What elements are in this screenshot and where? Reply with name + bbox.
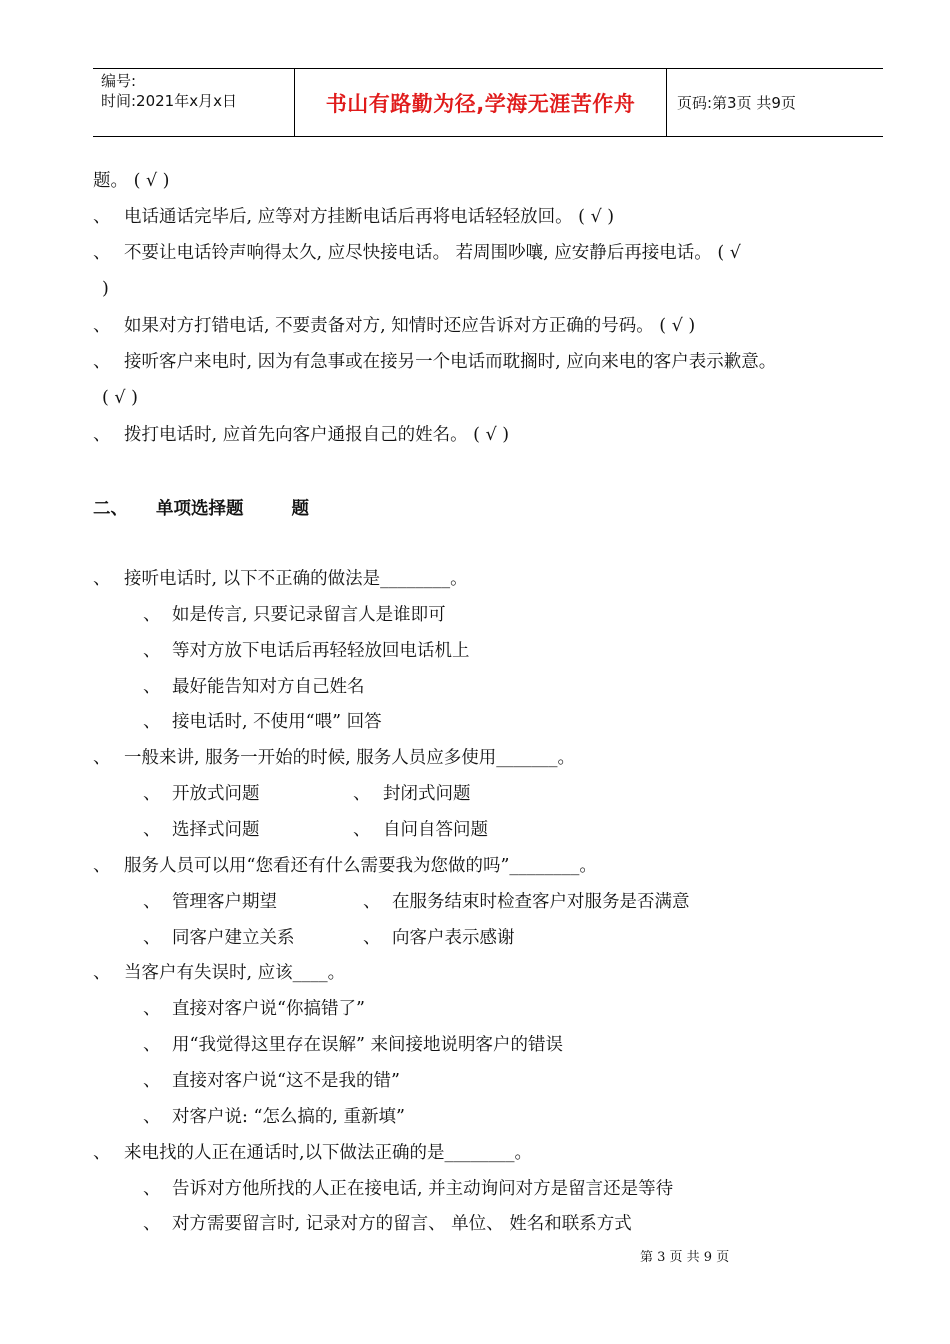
judgement-item-wrap: ( √ ) [102,388,138,408]
question-marker: 、 [93,963,111,983]
option-text: 同客户建立关系 [172,928,295,948]
option-marker: 、 [143,999,161,1019]
option-text: 如是传言, 只要记录留言人是谁即可 [172,605,446,625]
option-text: 直接对客户说“这不是我的错” [172,1071,400,1091]
option-marker: 、 [363,892,381,912]
question-stem: 服务人员可以用“您看还有什么需要我为您做的吗”________。 [124,856,597,876]
judgement-item: 接听客户来电时, 因为有急事或在接另一个电话而耽搁时, 应向来电的客户表示歉意。 [124,352,777,372]
header-meta-cell [93,69,295,136]
option-marker: 、 [143,1071,161,1091]
time-label: 时间:2021年x月x日 [101,92,237,110]
option-text: 封闭式问题 [383,784,471,804]
option-text: 在服务结束时检查客户对服务是否满意 [392,892,690,912]
judgement-marker: 、 [93,207,111,227]
question-marker: 、 [93,1143,111,1163]
option-marker: 、 [143,1214,161,1234]
option-marker: 、 [143,712,161,732]
option-marker: 、 [143,1035,161,1055]
option-text: 最好能告知对方自己姓名 [172,677,365,697]
question-marker: 、 [93,856,111,876]
option-text: 管理客户期望 [172,892,277,912]
judgement-item: 不要让电话铃声响得太久, 应尽快接电话。 若周围吵嚷, 应安静后再接电话。 ( √ [124,243,741,263]
question-stem: 一般来讲, 服务一开始的时候, 服务人员应多使用_______。 [124,748,575,768]
number-label: 编号: [101,72,137,90]
section-suffix: 题 [291,499,309,519]
option-text: 自问自答问题 [383,820,488,840]
option-text: 用“我觉得这里存在误解” 来间接地说明客户的错误 [172,1035,563,1055]
option-text: 直接对客户说“你搞错了” [172,999,365,1019]
motto: 书山有路勤为径,学海无涯苦作舟 [325,91,636,116]
continuation-line: 题。 ( √ ) [93,171,170,191]
judgement-marker: 、 [93,425,111,445]
section-number: 二、 [93,499,128,519]
option-marker: 、 [143,1107,161,1127]
page-header [93,68,883,137]
judgement-item-wrap: ) [102,279,109,299]
option-text: 向客户表示感谢 [392,928,515,948]
option-text: 开放式问题 [172,784,260,804]
judgement-item: 拨打电话时, 应首先向客户通报自己的姓名。 ( √ ) [124,425,510,445]
option-marker: 、 [363,928,381,948]
section-heading [93,495,309,520]
option-text: 等对方放下电话后再轻轻放回电话机上 [172,641,470,661]
header-motto-cell [295,69,667,136]
question-marker: 、 [93,569,111,589]
option-text: 对方需要留言时, 记录对方的留言、 单位、 姓名和联系方式 [172,1214,632,1234]
page-label: 页码:第3页 共9页 [677,94,796,112]
option-marker: 、 [353,820,371,840]
option-marker: 、 [143,892,161,912]
judgement-item: 如果对方打错电话, 不要责备对方, 知情时还应告诉对方正确的号码。 ( √ ) [124,316,696,336]
option-marker: 、 [353,784,371,804]
judgement-item: 电话通话完毕后, 应等对方挂断电话后再将电话轻轻放回。 ( √ ) [124,207,615,227]
option-text: 告诉对方他所找的人正在接电话, 并主动询问对方是留言还是等待 [172,1179,674,1199]
section-title: 单项选择题 [156,499,244,519]
option-marker: 、 [143,605,161,625]
question-marker: 、 [93,748,111,768]
option-marker: 、 [143,677,161,697]
question-stem: 当客户有失误时, 应该____。 [124,963,346,983]
page-footer: 第 3 页 共 9 页 [640,1250,730,1265]
option-text: 接电话时, 不使用“喂” 回答 [172,712,382,732]
option-marker: 、 [143,641,161,661]
option-text: 选择式问题 [172,820,260,840]
option-marker: 、 [143,784,161,804]
option-text: 对客户说: “怎么搞的, 重新填” [172,1107,405,1127]
question-stem: 接听电话时, 以下不正确的做法是________。 [124,569,468,589]
option-marker: 、 [143,1179,161,1199]
judgement-marker: 、 [93,243,111,263]
judgement-marker: 、 [93,316,111,336]
header-page-cell [667,69,883,136]
option-marker: 、 [143,928,161,948]
question-stem: 来电找的人正在通话时,以下做法正确的是________。 [124,1143,533,1163]
option-marker: 、 [143,820,161,840]
judgement-marker: 、 [93,352,111,372]
